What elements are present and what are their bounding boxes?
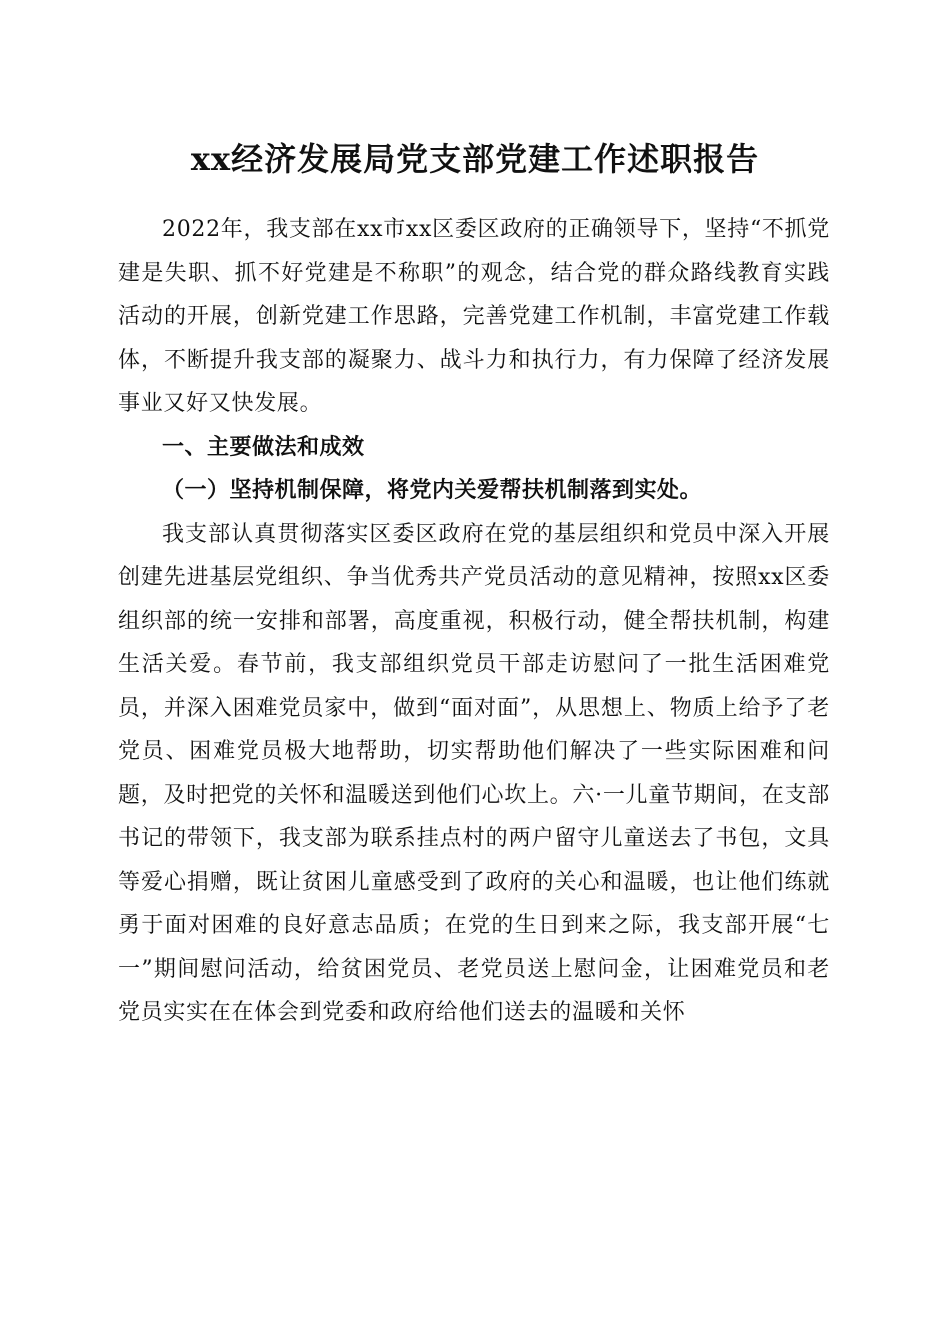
subsection-paragraph: 我支部认真贯彻落实区委区政府在党的基层组织和党员中深入开展创建先进基层党组织、争当优秀共产党员活动的意见精神，按照xx区委组织部的统一安排和部署，高度重视，积极行动，健全帮扶机制，构建生活关爱。春节前，我支部组织党员干部走访慰问了一批生活困难党员，并深入困难党员家中，做到“面对面”，从思想上、物质上给予了老党员、困难党员极大地帮助，切实帮助他们解决了一些实际困难和问题，及时把党的关怀和温暖送到他们心坎上。六·一儿童节期间，在支部书记的带领下，我支部为联系挂点村的两户留守儿童送去了书包，文具等爱心捐赠，既让贫困儿童感受到了政府的关心和温暖，也让他们练就勇于面对困难的良好意志品质；在党的生日到来之际，我支部开展“七一”期间慰问活动，给贫困党员、老党员送上慰问金，让困难党员和老党员实实在在体会到党委和政府给他们送去的温暖和关怀 (118, 521, 830, 1025)
document-title: xx经济发展局党支部党建工作述职报告 (190, 140, 760, 178)
intro-paragraph: 2022年，我支部在xx市xx区委区政府的正确领导下，坚持“不抓党建是失职、抓不好党建是不称职”的观念，结合党的群众路线教育实践活动的开展，创新党建工作思路，完善党建工作机制，丰富党建工作载体，不断提升我支部的凝聚力、战斗力和执行力，有力保障了经济发展事业又好又快发展。 (118, 217, 830, 416)
subsection-heading: （一）坚持机制保障，将党内关爱帮扶机制落到实处。 (162, 477, 703, 503)
document-body (118, 208, 830, 1035)
section-heading: 一、主要做法和成效 (162, 434, 365, 460)
